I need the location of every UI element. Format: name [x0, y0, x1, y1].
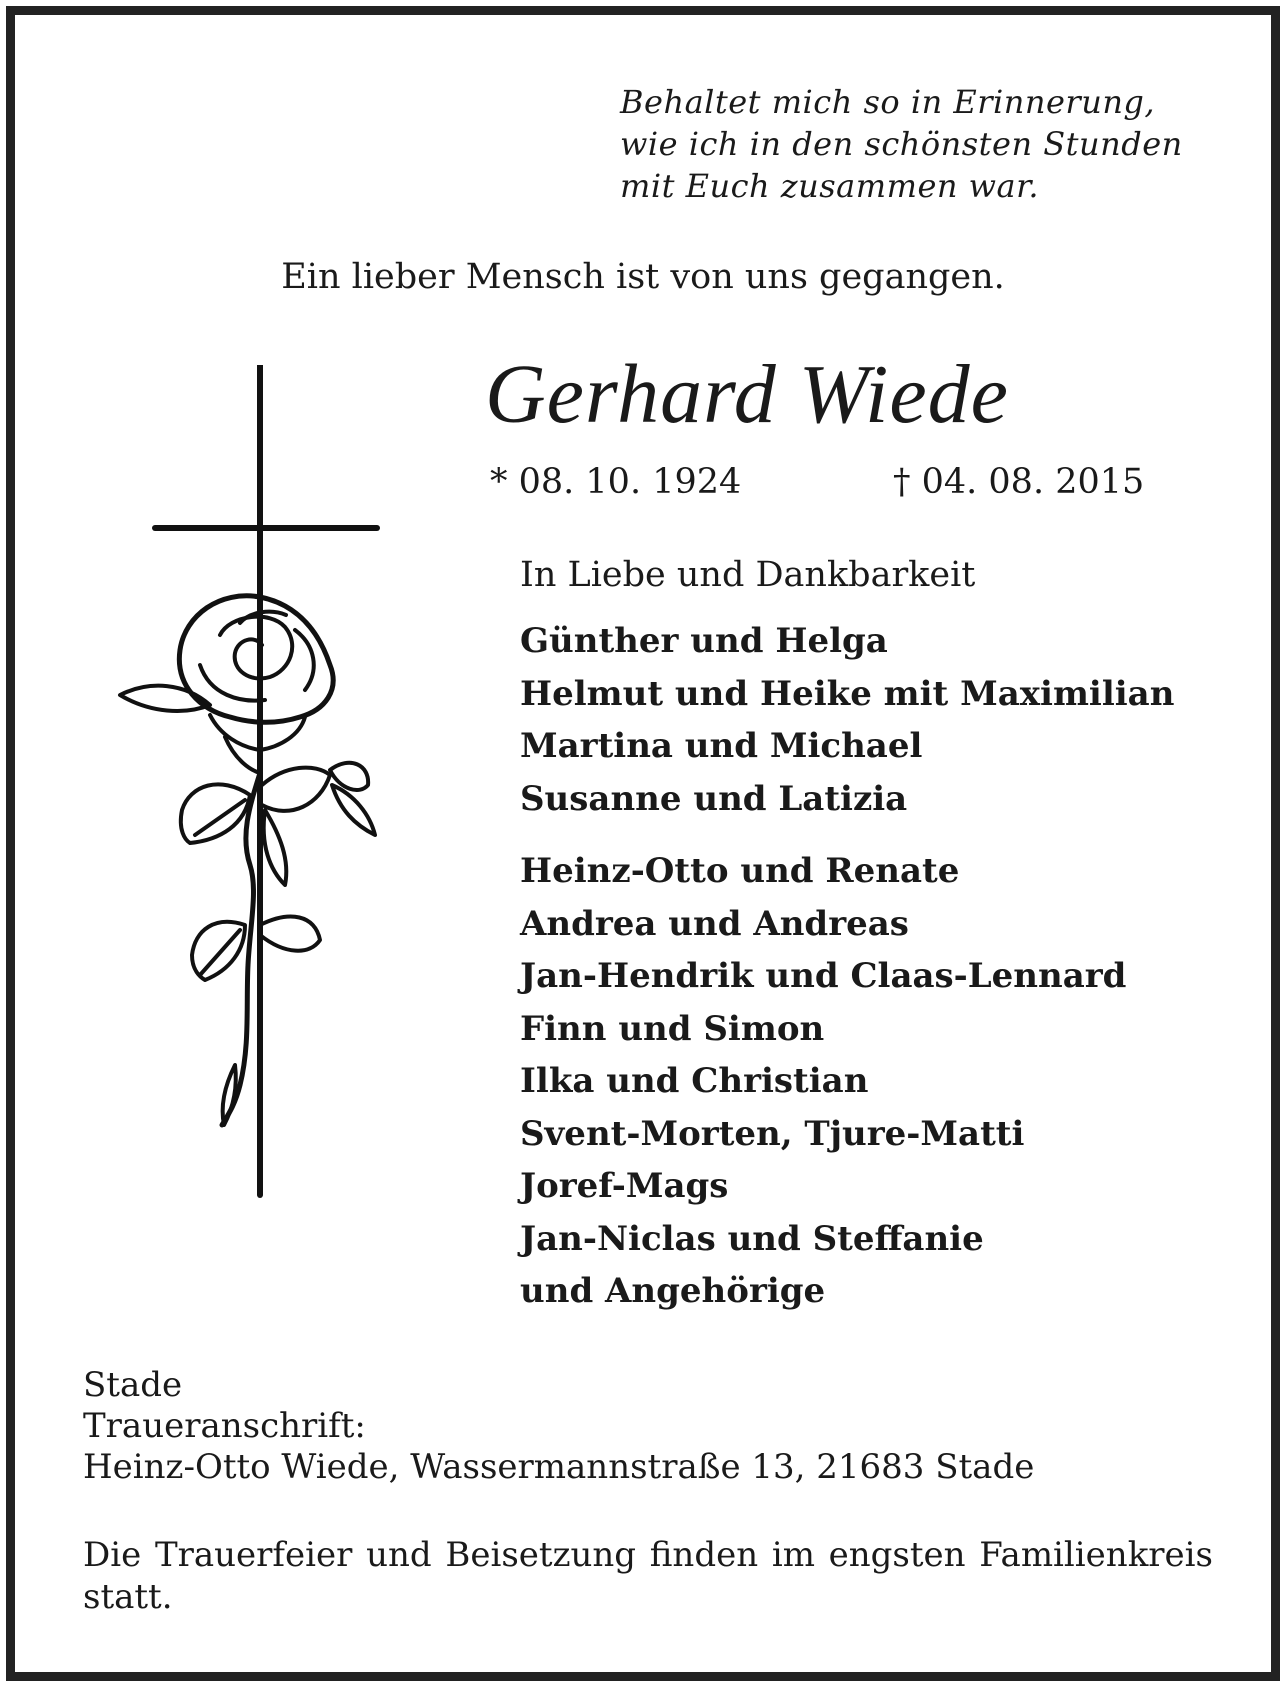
mourner-line: Martina und Michael [520, 726, 923, 766]
mourner-line: Günther und Helga [520, 621, 888, 661]
birth-date: * 08. 10. 1924 [490, 462, 742, 502]
address-city: Stade [83, 1365, 183, 1405]
mourner-line: und Angehörige [520, 1271, 826, 1311]
memorial-quote [620, 81, 1220, 207]
quote-line: Behaltet mich so in Erinnerung, [620, 83, 1156, 121]
quote-line: wie ich in den schönsten Stunden [620, 125, 1183, 163]
funeral-notice: Die Trauerfeier und Beisetzung finden im engsten Familienkreis statt. [83, 1535, 1213, 1617]
mourner-line: Jan-Hendrik und Claas-Lennard [520, 956, 1127, 996]
mourner-line: Ilka und Christian [520, 1061, 869, 1101]
mourners-list [520, 615, 1174, 1318]
obituary-notice [6, 6, 1280, 1681]
deceased-name: Gerhard Wiede [485, 348, 1009, 441]
group-spacer [520, 825, 1174, 845]
mourner-line: Helmut und Heike mit Maximilian [520, 673, 1175, 714]
mourner-line: Jan-Niclas und Steffanie [520, 1218, 984, 1259]
address-label: Traueranschrift: [83, 1406, 366, 1446]
mourner-line: Joref-Mags [520, 1166, 729, 1206]
mourner-line: Susanne und Latizia [520, 778, 908, 819]
mourner-line: Andrea und Andreas [520, 903, 909, 944]
mourning-address [83, 1365, 1034, 1488]
address-line: Heinz-Otto Wiede, Wassermannstraße 13, 21683 Stade [83, 1447, 1035, 1487]
mourner-line: Finn und Simon [520, 1008, 825, 1049]
quote-line: mit Euch zusammen war. [620, 167, 1040, 205]
mourner-line: Heinz-Otto und Renate [520, 851, 960, 891]
intro-text: Ein lieber Mensch ist von uns gegangen. [281, 257, 1005, 297]
mourner-line: Svent-Morten, Tjure-Matti [520, 1113, 1025, 1154]
cross-with-rose-icon [100, 365, 420, 1205]
thanks-line: In Liebe und Dankbarkeit [520, 555, 976, 595]
death-date: † 04. 08. 2015 [893, 462, 1145, 502]
